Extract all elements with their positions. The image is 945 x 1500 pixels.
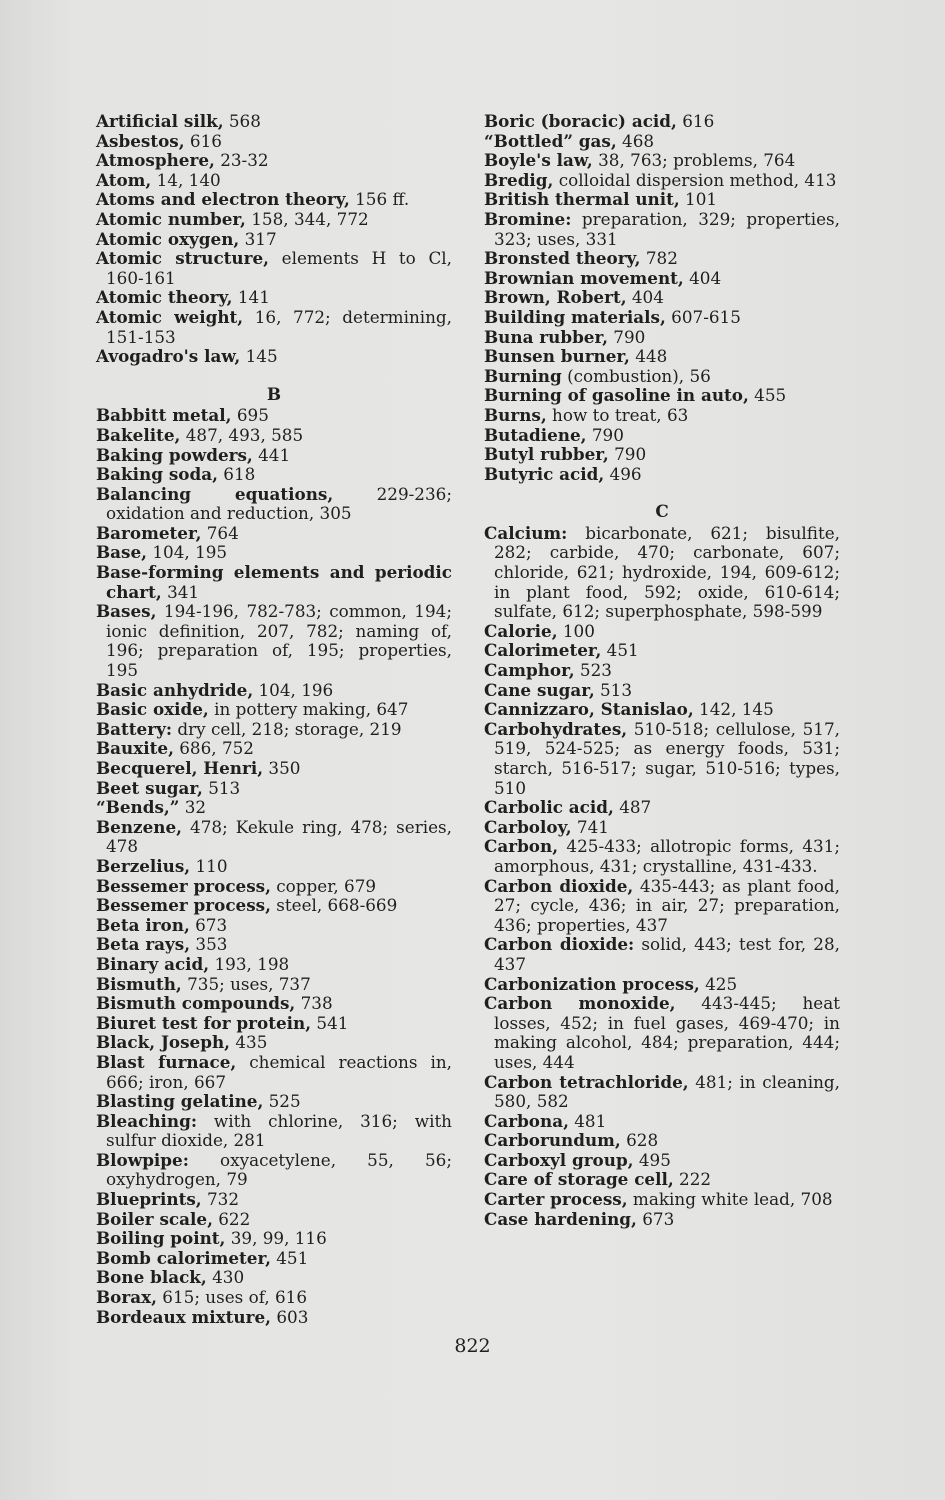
index-entry xyxy=(484,935,840,974)
index-page-refs: 404 xyxy=(626,287,664,308)
index-page-refs: 222 xyxy=(673,1169,712,1190)
index-entry xyxy=(484,328,840,348)
index-column-right xyxy=(484,112,840,1229)
index-term: Burning of gasoline in auto, xyxy=(484,385,749,406)
index-term: Battery: xyxy=(96,718,173,739)
index-term: Carbona, xyxy=(484,1110,569,1131)
index-entry xyxy=(484,1210,840,1230)
index-term: Carboloy, xyxy=(484,816,572,837)
index-page-refs: 145 xyxy=(240,346,278,367)
index-term: Atomic number, xyxy=(96,208,246,229)
index-term: Carbolic acid, xyxy=(484,797,614,818)
index-term: Borax, xyxy=(96,1287,157,1308)
index-entry xyxy=(96,563,452,602)
index-term: Base-forming elements and periodic chart, xyxy=(96,562,452,602)
index-page-refs: 110 xyxy=(190,855,228,876)
index-term: Balancing equations, xyxy=(96,483,334,504)
index-page-refs: how to treat, 63 xyxy=(546,404,689,425)
index-page-refs: 673 xyxy=(189,914,228,935)
index-term: Butyric acid, xyxy=(484,463,605,484)
index-term: Burning xyxy=(484,365,562,386)
index-term: Baking powders, xyxy=(96,444,253,465)
index-term: Basic oxide, xyxy=(96,699,209,720)
index-page-refs: 455 xyxy=(748,385,787,406)
index-entry xyxy=(484,269,840,289)
index-page-refs: 141 xyxy=(232,287,270,308)
index-term: Atomic structure, xyxy=(96,248,269,269)
index-page-refs: 695 xyxy=(231,405,269,426)
index-term: Bleaching: xyxy=(96,1110,198,1131)
index-entry xyxy=(96,308,452,347)
index-page-refs: 741 xyxy=(571,816,609,837)
index-page-refs: 607-615 xyxy=(665,306,741,327)
index-page-refs: 541 xyxy=(311,1012,349,1033)
index-term: Carborundum, xyxy=(484,1130,621,1151)
index-page-refs: 615; uses of, 616 xyxy=(156,1287,308,1308)
index-page-refs: copper, 679 xyxy=(270,875,377,896)
index-page-refs: 495 xyxy=(633,1149,671,1170)
index-term: British thermal unit, xyxy=(484,189,680,210)
index-page-refs: elements H to Cl, 160-161 xyxy=(106,248,452,288)
index-term: Beta rays, xyxy=(96,934,191,955)
index-entry xyxy=(96,406,452,426)
index-term: Blowpipe: xyxy=(96,1149,189,1170)
index-page-refs: 317 xyxy=(239,228,277,249)
index-page-refs: 513 xyxy=(594,679,633,700)
index-page-refs: 451 xyxy=(270,1247,309,1268)
index-column-left xyxy=(96,112,452,1327)
index-term: Bismuth, xyxy=(96,973,182,994)
index-page-refs: 487, 493, 585 xyxy=(180,424,304,445)
index-page-refs: 481; in cleaning, 580, 582 xyxy=(494,1071,840,1112)
index-term: Bismuth compounds, xyxy=(96,993,296,1014)
index-entry xyxy=(96,230,452,250)
index-term: Atom, xyxy=(96,169,152,190)
index-page-refs: 142, 145 xyxy=(693,699,774,720)
index-term: Carbon tetrachloride, xyxy=(484,1071,689,1092)
index-entry xyxy=(96,465,452,485)
index-page-refs: 38, 763; problems, 764 xyxy=(592,150,796,171)
index-entry xyxy=(484,837,840,876)
index-entry xyxy=(484,426,840,446)
index-page-refs: 481 xyxy=(568,1110,607,1131)
index-term: Calorimeter, xyxy=(484,640,602,661)
index-page-refs: colloidal dispersion method, 413 xyxy=(553,169,837,190)
index-page-refs: 341 xyxy=(161,581,200,602)
index-page-refs: 790 xyxy=(608,444,647,465)
index-entry xyxy=(96,916,452,936)
index-page-refs: 23-32 xyxy=(214,150,269,171)
index-page-refs: bicarbonate, 621; bisulfite, 282; carbide, 470; carbonate, 607; chloride, 621; hydroxide, 194, 609-612; in plant food, 592; oxide, 610-614; sulfate, 612; superphosphate, 598-599 xyxy=(494,522,840,622)
index-entry xyxy=(96,739,452,759)
index-entry xyxy=(484,249,840,269)
index-entry xyxy=(484,288,840,308)
index-entry xyxy=(484,720,840,798)
index-page-refs: with chlorine, 316; with sulfur dioxide, 281 xyxy=(106,1110,452,1151)
index-term: Baking soda, xyxy=(96,464,218,485)
index-page-refs: oxyacetylene, 55, 56; oxyhydrogen, 79 xyxy=(106,1149,452,1190)
index-entry xyxy=(484,367,840,387)
index-term: Bunsen burner, xyxy=(484,346,630,367)
index-page-refs: 616 xyxy=(184,130,222,151)
index-page-refs: 404 xyxy=(683,267,722,288)
index-page-refs: 525 xyxy=(263,1091,301,1112)
index-page-refs: 104, 196 xyxy=(253,679,334,700)
index-entry xyxy=(484,1131,840,1151)
index-page-refs: 104, 195 xyxy=(147,542,228,563)
index-term: Atomic oxygen, xyxy=(96,228,240,249)
index-page-refs: 425-433; allotropic forms, 431; amorphous, 431; crystalline, 431-433. xyxy=(494,836,840,876)
index-page-refs: 451 xyxy=(601,640,639,661)
index-page-refs: 194-196, 782-783; common, 194; ionic definition, 207, 782; naming of, 196; preparation of, 195; properties, 195 xyxy=(106,601,452,681)
index-entry xyxy=(484,622,840,642)
index-page-refs: 686, 752 xyxy=(173,738,254,759)
index-term: Carbon dioxide, xyxy=(484,875,634,896)
index-term: Beet sugar, xyxy=(96,777,203,798)
index-entry xyxy=(484,151,840,171)
index-term: Calcium: xyxy=(484,522,568,543)
index-page-refs: 738 xyxy=(295,993,333,1014)
index-term: Brownian movement, xyxy=(484,267,684,288)
index-entry xyxy=(96,681,452,701)
index-entry xyxy=(96,171,452,191)
index-term: Bronsted theory, xyxy=(484,248,641,269)
index-entry xyxy=(96,151,452,171)
index-entry xyxy=(96,1112,452,1151)
index-page-refs: 790 xyxy=(586,424,624,445)
index-entry xyxy=(96,347,452,367)
index-term: Artificial silk, xyxy=(96,111,224,131)
index-entry xyxy=(484,877,840,936)
index-entry xyxy=(484,994,840,1072)
index-entry xyxy=(484,112,840,132)
index-page-refs: 496 xyxy=(604,463,642,484)
index-entry xyxy=(96,1288,452,1308)
index-page-refs: 568 xyxy=(223,111,261,131)
index-entry xyxy=(96,720,452,740)
index-entry xyxy=(96,210,452,230)
index-page-refs: 443-445; heat losses, 452; in fuel gases, 469-470; in making alcohol, 484; preparation, 444; uses, 444 xyxy=(494,993,840,1072)
index-term: “Bends,” xyxy=(96,797,180,818)
index-entry xyxy=(484,190,840,210)
index-term: Atoms and electron theory, xyxy=(96,189,350,210)
index-page-refs: 732 xyxy=(201,1189,240,1210)
index-page-refs: 435 xyxy=(230,1032,268,1053)
index-entry xyxy=(96,994,452,1014)
section-letter-heading: C xyxy=(655,501,669,522)
index-page-refs: 39, 99, 116 xyxy=(225,1228,327,1249)
index-term: Carbonization process, xyxy=(484,973,700,994)
index-entry xyxy=(96,1033,452,1053)
index-entry xyxy=(96,700,452,720)
index-entry xyxy=(96,798,452,818)
index-page-refs: 16, 772; determining, 151-153 xyxy=(106,306,453,347)
index-term: Cane sugar, xyxy=(484,679,595,700)
index-page-refs: 782 xyxy=(640,248,678,269)
index-entry xyxy=(484,132,840,152)
index-entry xyxy=(96,132,452,152)
index-term: Carbon dioxide: xyxy=(484,934,635,955)
index-term: Biuret test for protein, xyxy=(96,1012,312,1033)
index-entry xyxy=(484,406,840,426)
index-page-refs: preparation, 329; properties, 323; uses, 331 xyxy=(494,208,840,249)
index-entry xyxy=(96,1229,452,1249)
index-page-refs: 628 xyxy=(620,1130,659,1151)
index-page-refs: 425 xyxy=(699,973,738,994)
index-entry xyxy=(96,975,452,995)
index-term: Bessemer process, xyxy=(96,895,271,916)
index-term: Carboxyl group, xyxy=(484,1149,634,1170)
index-entry xyxy=(96,1210,452,1230)
index-page-refs: 622 xyxy=(212,1208,251,1229)
index-term: Building materials, xyxy=(484,306,666,327)
index-term: Basic anhydride, xyxy=(96,679,254,700)
index-entry xyxy=(96,1308,452,1328)
index-entry xyxy=(96,877,452,897)
index-entry xyxy=(96,1151,452,1190)
index-term: Atomic theory, xyxy=(96,287,233,308)
index-term: Boiler scale, xyxy=(96,1208,213,1229)
index-page-refs: steel, 668-669 xyxy=(270,895,398,916)
index-entry xyxy=(484,465,840,485)
index-entry xyxy=(96,857,452,877)
index-entry xyxy=(484,347,840,367)
index-term: Asbestos, xyxy=(96,130,185,151)
index-page-refs: 193, 198 xyxy=(209,953,290,974)
index-term: Butadiene, xyxy=(484,424,587,445)
index-entry xyxy=(484,171,840,191)
index-entry xyxy=(484,386,840,406)
index-term: Atomic weight, xyxy=(96,306,244,327)
index-term: Barometer, xyxy=(96,522,202,543)
index-term: Blast furnace, xyxy=(96,1051,237,1072)
index-entry xyxy=(484,308,840,328)
index-entry xyxy=(96,446,452,466)
index-entry xyxy=(96,1053,452,1092)
index-entry xyxy=(96,759,452,779)
index-entry xyxy=(96,779,452,799)
index-page-refs: 523 xyxy=(574,660,612,681)
index-term: Bone black, xyxy=(96,1267,207,1288)
index-entry xyxy=(484,445,840,465)
index-term: Bordeaux mixture, xyxy=(96,1306,271,1327)
index-entry xyxy=(96,543,452,563)
index-term: Brown, Robert, xyxy=(484,287,627,308)
index-page-refs: 603 xyxy=(271,1306,309,1327)
index-term: Becquerel, Henri, xyxy=(96,758,264,778)
index-page-refs: 350 xyxy=(263,758,301,778)
index-term: Blasting gelatine, xyxy=(96,1091,264,1112)
index-page-refs: 478; Kekule ring, 478; series, 478 xyxy=(106,816,452,857)
index-term: Carbon monoxide, xyxy=(484,993,676,1014)
index-page-refs: making white lead, 708 xyxy=(627,1189,833,1210)
index-entry xyxy=(96,818,452,857)
index-page-refs: 101 xyxy=(679,189,718,210)
index-entry xyxy=(484,1112,840,1132)
index-page-refs: 487 xyxy=(613,797,652,818)
index-page-refs: 468 xyxy=(616,130,655,151)
index-page-refs: (combustion), 56 xyxy=(561,365,711,386)
index-page-refs: in pottery making, 647 xyxy=(208,699,409,720)
index-page-refs: 100 xyxy=(557,620,595,641)
index-entry xyxy=(96,955,452,975)
index-page-refs: 14, 140 xyxy=(151,169,221,190)
index-page-refs: 513 xyxy=(202,777,241,798)
index-entry xyxy=(96,288,452,308)
index-page-refs: 790 xyxy=(607,326,646,347)
index-term: Base, xyxy=(96,542,148,563)
index-page-refs: 156 ff. xyxy=(349,189,410,210)
index-term: Case hardening, xyxy=(484,1208,637,1229)
index-term: Carter process, xyxy=(484,1189,628,1210)
index-page-refs: 764 xyxy=(201,522,239,543)
index-term: Burns, xyxy=(484,404,547,425)
index-entry xyxy=(484,1073,840,1112)
index-entry xyxy=(484,975,840,995)
index-entry xyxy=(484,818,840,838)
index-term: Care of storage cell, xyxy=(484,1169,674,1190)
index-page-refs: 510-518; cellulose, 517, 519, 524-525; as energy foods, 531; starch, 516-517; sugar, 510-516; types, 510 xyxy=(494,718,840,798)
index-term: Bredig, xyxy=(484,169,554,190)
index-term: Buna rubber, xyxy=(484,326,608,347)
index-page-refs: 32 xyxy=(179,797,207,818)
index-term: Black, Joseph, xyxy=(96,1032,230,1053)
index-page-refs: dry cell, 218; storage, 219 xyxy=(172,718,402,739)
index-entry xyxy=(484,700,840,720)
index-term: Bakelite, xyxy=(96,424,181,445)
index-term: Bromine: xyxy=(484,208,572,229)
index-entry xyxy=(484,210,840,249)
index-term: Benzene, xyxy=(96,816,182,837)
index-term: Binary acid, xyxy=(96,953,210,974)
index-term: Boiling point, xyxy=(96,1228,226,1249)
index-page-refs: 616 xyxy=(676,111,715,131)
index-entry xyxy=(484,661,840,681)
index-page-refs: 618 xyxy=(217,464,256,485)
index-term: Calorie, xyxy=(484,620,558,641)
index-entry xyxy=(484,524,840,622)
index-entry xyxy=(96,1268,452,1288)
index-term: Atmosphere, xyxy=(96,150,215,171)
index-term: Bauxite, xyxy=(96,738,174,759)
index-entry xyxy=(484,798,840,818)
index-entry xyxy=(96,1249,452,1269)
index-page-refs: 673 xyxy=(636,1208,675,1229)
index-entry xyxy=(96,524,452,544)
index-term: Beta iron, xyxy=(96,914,190,935)
index-page-refs: chemical reactions in, 666; iron, 667 xyxy=(106,1051,452,1092)
index-entry xyxy=(96,1092,452,1112)
index-term: Cannizzaro, Stanislao, xyxy=(484,699,694,720)
index-entry xyxy=(96,112,452,132)
page-number: 822 xyxy=(454,1335,491,1357)
index-term: “Bottled” gas, xyxy=(484,130,617,151)
index-page-refs: 158, 344, 772 xyxy=(245,208,369,229)
index-term: Carbon, xyxy=(484,836,559,857)
index-page-refs: 229-236; oxidation and reduction, 305 xyxy=(106,483,452,524)
index-entry xyxy=(96,1190,452,1210)
index-entry xyxy=(484,1151,840,1171)
index-entry xyxy=(484,681,840,701)
section-letter-heading: B xyxy=(266,383,282,404)
index-entry xyxy=(96,426,452,446)
index-term: Camphor, xyxy=(484,660,575,681)
index-page-refs: 448 xyxy=(629,346,668,367)
index-term: Bomb calorimeter, xyxy=(96,1247,271,1268)
index-term: Babbitt metal, xyxy=(96,405,232,426)
index-entry xyxy=(96,1014,452,1034)
index-term: Carbohydrates, xyxy=(484,718,628,739)
index-term: Blueprints, xyxy=(96,1189,202,1210)
index-page-refs: 441 xyxy=(252,444,291,465)
index-entry xyxy=(484,1170,840,1190)
index-term: Butyl rubber, xyxy=(484,444,609,465)
index-entry xyxy=(96,896,452,916)
index-page-refs: 435-443; as plant food, 27; cycle, 436; in air, 27; preparation, 436; properties, 437 xyxy=(494,875,840,935)
index-entry xyxy=(96,249,452,288)
index-page-refs: 430 xyxy=(206,1267,245,1288)
index-term: Bases, xyxy=(96,601,157,622)
index-term: Bessemer process, xyxy=(96,875,271,896)
index-term: Boyle's law, xyxy=(484,150,593,171)
index-term: Boric (boracic) acid, xyxy=(484,111,677,131)
index-page-refs: 353 xyxy=(190,934,228,955)
index-entry xyxy=(96,602,452,680)
index-entry xyxy=(96,935,452,955)
index-term: Avogadro's law, xyxy=(96,346,241,367)
index-entry xyxy=(484,641,840,661)
index-page-refs: 735; uses, 737 xyxy=(181,973,311,994)
index-entry xyxy=(96,190,452,210)
index-entry xyxy=(96,485,452,524)
index-term: Berzelius, xyxy=(96,855,191,876)
index-page-refs: solid, 443; test for, 28, 437 xyxy=(494,934,840,974)
index-entry xyxy=(484,1190,840,1210)
